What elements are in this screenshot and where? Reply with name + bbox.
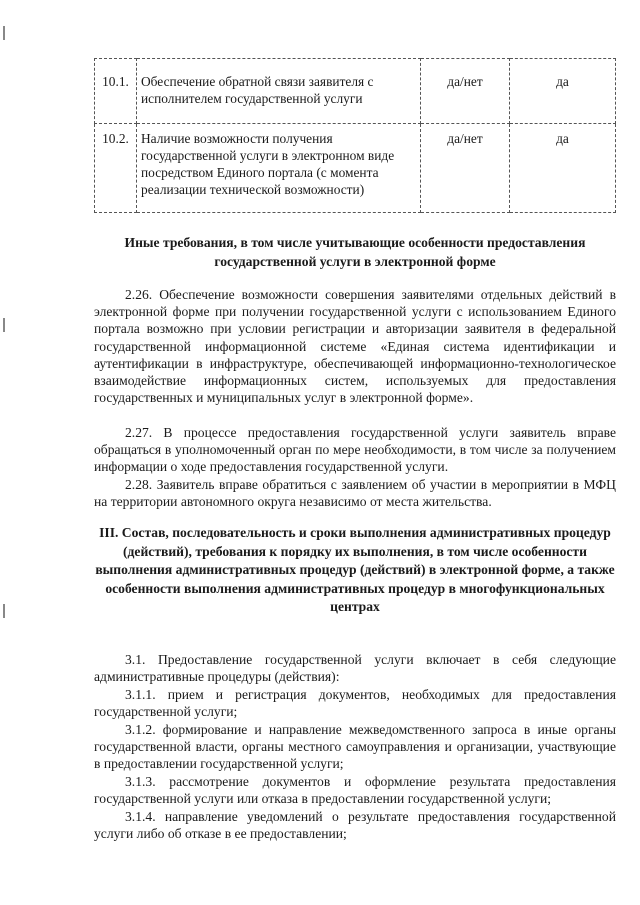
paragraph-3-1-2: 3.1.2. формирование и направление межведомственного запроса в иные органы государственной власти, органы местного самоуправления и организации, участвующие в предоставлении государственной услуги; <box>94 722 616 772</box>
row-unit: да/нет <box>421 59 510 124</box>
scan-edge-mark <box>3 318 5 332</box>
indicators-table <box>94 58 616 213</box>
paragraph-2-26: 2.26. Обеспечение возможности совершения заявителями отдельных действий в электронной форме при получении государственной услуги с использованием Единого портала возможно при условии регистрации и авторизации заявителя в федеральной государственной информационной системе «Единая система идентификации и аутентификации в инфраструктуре, обеспечивающей информационно-технологическое взаимодействие информационных систем, используемых для предоставления государственных и муниципальных услуг в электронной форме». <box>94 287 616 406</box>
paragraph-3-1-4: 3.1.4. направление уведомлений о результате предоставления государственной услуги либо об отказе в ее предоставлении; <box>94 809 616 842</box>
section-heading-other-requirements: Иные требования, в том числе учитывающие особенности предоставления государственной услуги в электронной форме <box>124 235 586 269</box>
scan-edge-mark <box>3 26 5 40</box>
table-row <box>95 59 616 124</box>
row-indicator: Наличие возможности получения государственной услуги в электронном виде посредством Единого портала (с момента реализации технической возможности) <box>137 124 421 213</box>
scan-edge-mark <box>3 604 5 618</box>
paragraph-2-28: 2.28. Заявитель вправе обратиться с заявлением об участии в мероприятии в МФЦ на территории автономного округа независимо от места жительства. <box>94 477 616 510</box>
row-number: 10.1. <box>95 59 137 124</box>
section-heading-iii: III. Состав, последовательность и сроки выполнения административных процедур (действий), требования к порядку их выполнения, в том числе особенности выполнения административных процедур (действий) в электронной форме, а также особенности выполнения административных процедур в многофункциональных центрах <box>95 525 615 614</box>
row-value: да <box>510 124 616 213</box>
paragraph-2-27: 2.27. В процессе предоставления государственной услуги заявитель вправе обращаться в уполномоченный орган по мере необходимости, в том числе за получением информации о ходе предоставления государственной услуги. <box>94 425 616 475</box>
row-unit: да/нет <box>421 124 510 213</box>
row-value: да <box>510 59 616 124</box>
table-row <box>95 124 616 213</box>
row-number: 10.2. <box>95 124 137 213</box>
row-indicator: Обеспечение обратной связи заявителя с исполнителем государственной услуги <box>137 59 421 124</box>
paragraph-3-1: 3.1. Предоставление государственной услуги включает в себя следующие административные процедуры (действия): <box>94 652 616 685</box>
paragraph-3-1-3: 3.1.3. рассмотрение документов и оформление результата предоставления государственной услуги или отказа в предоставлении государственной услуги; <box>94 774 616 807</box>
paragraph-3-1-1: 3.1.1. прием и регистрация документов, необходимых для предоставления государственной услуги; <box>94 687 616 720</box>
